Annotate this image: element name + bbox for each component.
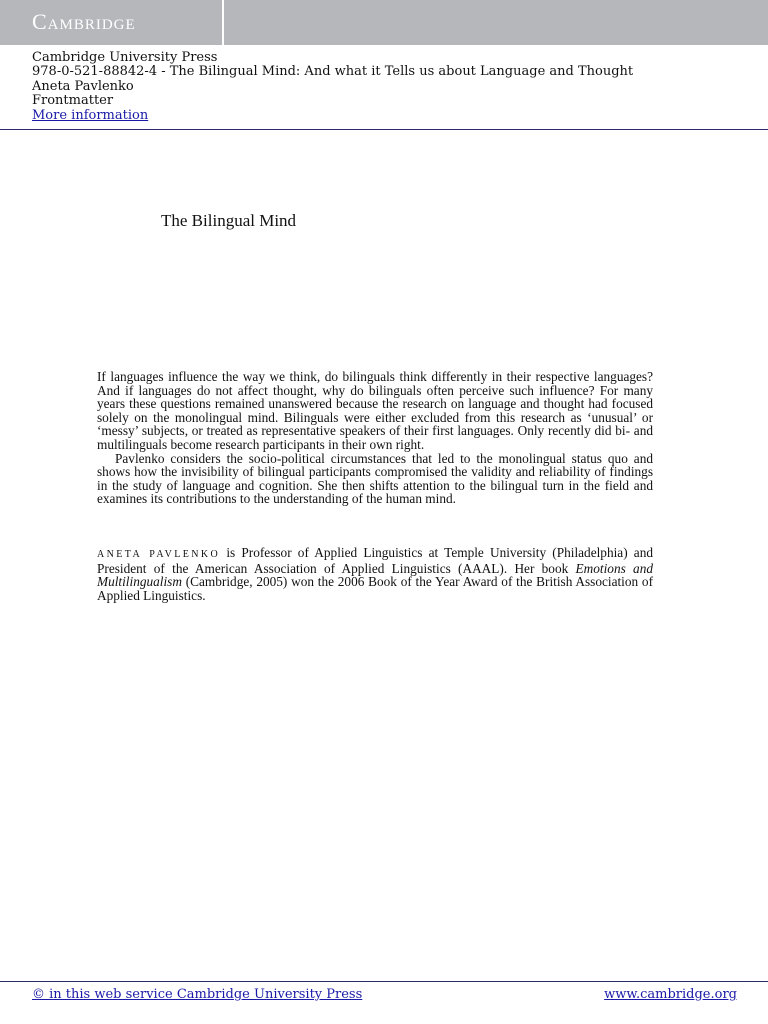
blurb-paragraph-2: Pavlenko considers the socio-political circumstances that led to the monolingual status quo and shows how the invisibility of bilingual participants compromised the validity and reliability of findings in the study of language and cognition. She then shifts attention to the bilingual turn in the field and examines its contributions to the understanding of the human mind. — [97, 450, 653, 507]
book-title: The Bilingual Mind — [161, 211, 297, 230]
bio-book-title: Emotions and Multilingualism — [97, 560, 653, 590]
section-name: Frontmatter — [32, 93, 114, 109]
publisher-logo-box — [0, 0, 224, 45]
more-information-link[interactable]: More information — [32, 107, 149, 123]
copyright-link[interactable]: © in this web service Cambridge University Press — [32, 987, 363, 1002]
header-info — [32, 51, 752, 123]
bio-author-name: ANETA PAVLENKO — [97, 549, 221, 560]
bio-text-1: is Professor of Applied Linguistics at Temple University (Philadelphia) and President of the American Association of Applied Linguistics (AAAL). Her book — [97, 545, 653, 576]
author-bio — [97, 546, 653, 602]
header-divider — [0, 129, 768, 130]
publisher-name: Cambridge University Press — [32, 50, 218, 65]
website-link[interactable]: www.cambridge.org — [604, 987, 737, 1002]
isbn-title-line: 978-0-521-88842-4 - The Bilingual Mind: And what it Tells us about Language and Thought — [32, 64, 634, 80]
cambridge-logo: Cambridge — [32, 9, 136, 34]
bio-text-2: (Cambridge, 2005) won the 2006 Book of the Year Award of the British Association of Applied Linguistics. — [97, 574, 653, 603]
footer-divider — [0, 981, 768, 982]
blurb-paragraph-1: If languages influence the way we think, do bilinguals think differently in their respective languages? And if languages do not affect thought, why do bilinguals often perceive such influence? For many years these questions remained unanswered because the research on language and thought had focused solely on the monolingual mind. Bilinguals were either excluded from this research as ‘unusual’ or ‘messy’ subjects, or treated as representative speakers of their first languages. Only recently did bi- and multilinguals become research participants in their own right. — [97, 369, 653, 452]
book-blurb — [97, 370, 653, 506]
author-name: Aneta Pavlenko — [32, 78, 134, 94]
top-banner — [0, 0, 768, 45]
